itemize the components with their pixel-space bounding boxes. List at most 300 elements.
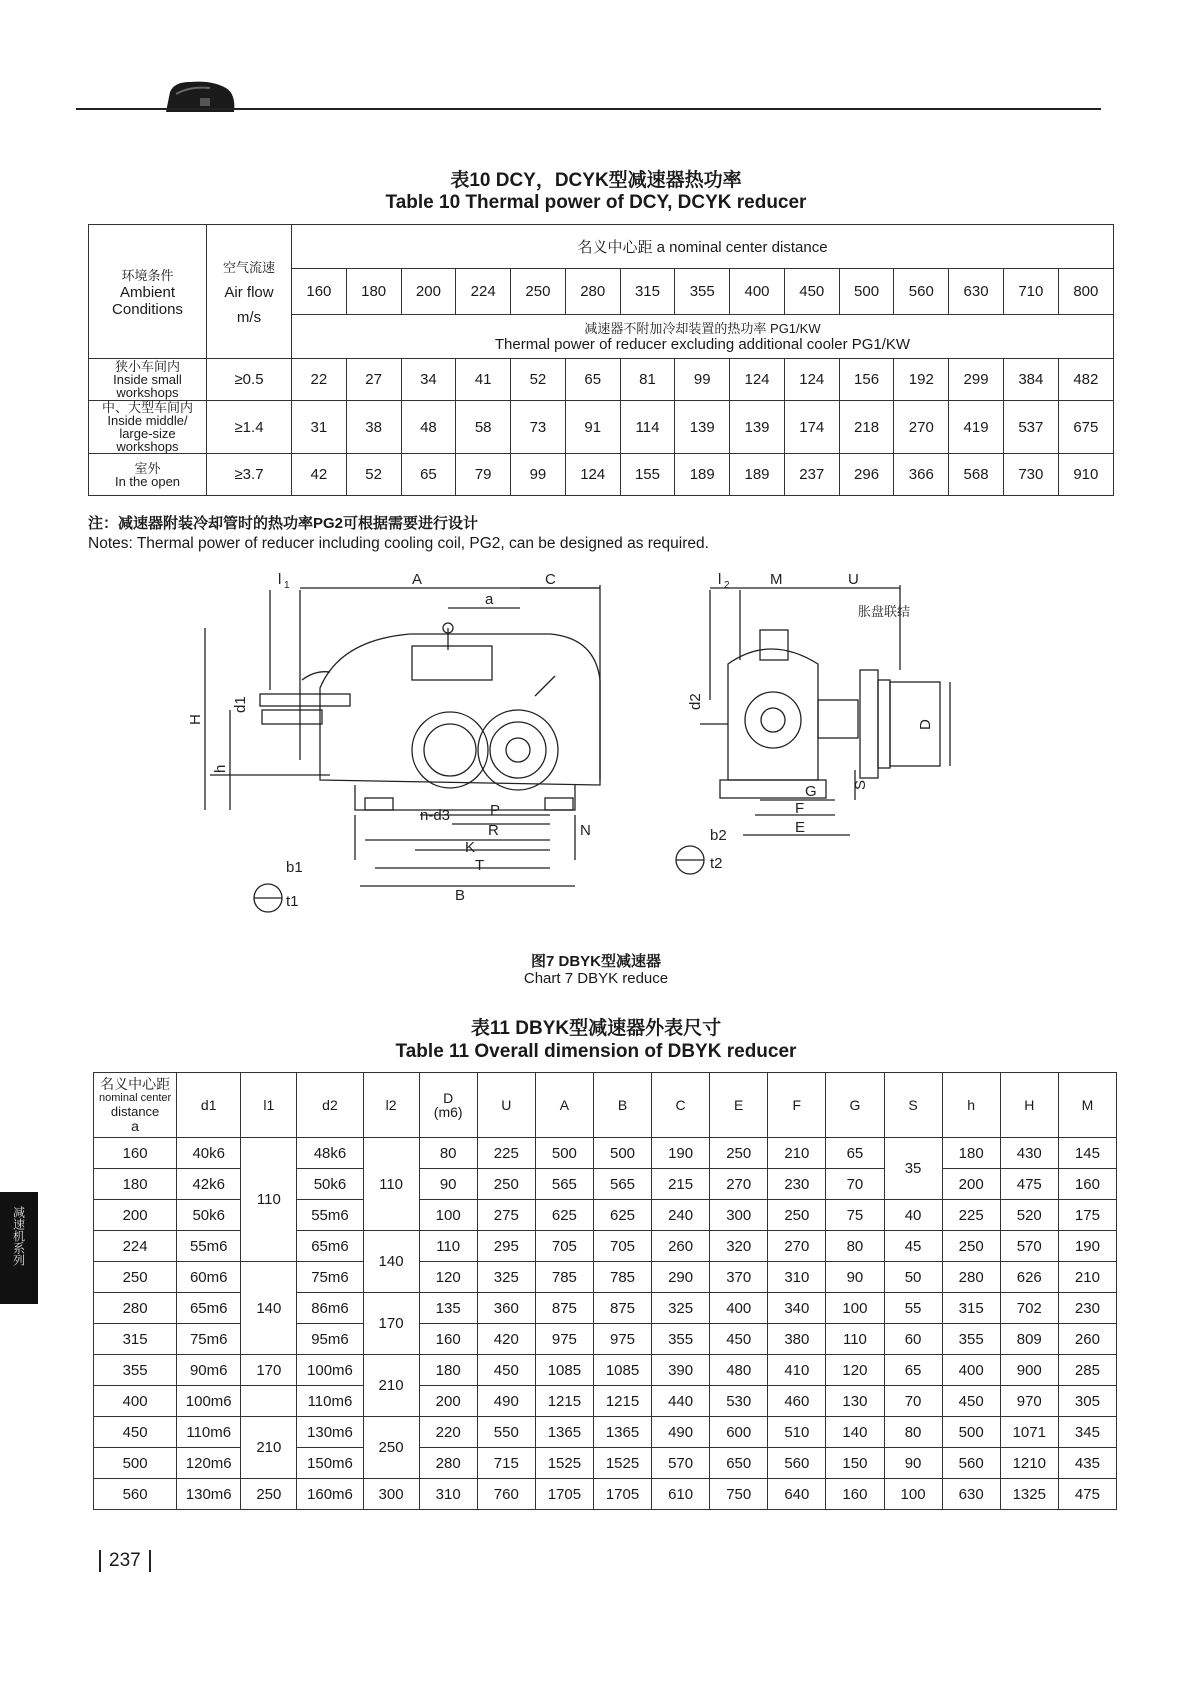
f-cell: 640 (768, 1479, 826, 1510)
header-c: C (652, 1073, 710, 1138)
svg-text:P: P (490, 802, 501, 819)
svg-text:a: a (485, 591, 494, 608)
h-cell: 630 (942, 1479, 1000, 1510)
center-distance-cell: 450 (784, 269, 839, 315)
u-cell: 760 (477, 1479, 535, 1510)
ambient-header-en2: Conditions (112, 301, 183, 318)
thermal-power-cell: 218 (839, 401, 894, 454)
thermal-power-cell: 419 (949, 401, 1004, 454)
d2-cell: 75m6 (297, 1262, 363, 1293)
thermal-power-cell: 675 (1058, 401, 1113, 454)
h-cell: 475 (1000, 1169, 1058, 1200)
d-cell: 80 (419, 1138, 477, 1169)
a-cell: 1365 (535, 1417, 593, 1448)
m-cell: 435 (1058, 1448, 1116, 1479)
c-cell: 390 (652, 1355, 710, 1386)
d-cell: 110 (419, 1231, 477, 1262)
header-s: S (884, 1073, 942, 1138)
center-distance-cell: 250 (511, 269, 566, 315)
header-a-en1: nominal center (99, 1092, 172, 1104)
u-cell: 490 (477, 1386, 535, 1417)
f-cell: 340 (768, 1293, 826, 1324)
d1-cell: 130m6 (177, 1479, 241, 1510)
m-cell: 210 (1058, 1262, 1116, 1293)
d1-cell: 90m6 (177, 1355, 241, 1386)
thermal-power-cell: 537 (1003, 401, 1058, 454)
thermal-power-cell: 27 (346, 359, 401, 401)
d2-cell: 55m6 (297, 1200, 363, 1231)
header-rule (76, 108, 1101, 110)
g-cell: 130 (826, 1386, 884, 1417)
g-cell: 110 (826, 1324, 884, 1355)
l2-cell: 110 (363, 1138, 419, 1231)
header-d-symbol: D (443, 1090, 454, 1106)
thermal-power-cell: 38 (346, 401, 401, 454)
dimension-row (94, 1386, 1117, 1417)
condition-label (89, 454, 207, 496)
f-cell: 210 (768, 1138, 826, 1169)
b-cell: 785 (593, 1262, 651, 1293)
b-cell: 1085 (593, 1355, 651, 1386)
h-cell: 1325 (1000, 1479, 1058, 1510)
e-cell: 650 (710, 1448, 768, 1479)
page-number (91, 1550, 159, 1572)
header-a-symbol: a (131, 1118, 139, 1134)
b-cell: 1215 (593, 1386, 651, 1417)
header-d (419, 1073, 477, 1138)
m-cell: 305 (1058, 1386, 1116, 1417)
header-a-cn: 名义中心距 (100, 1076, 171, 1092)
h-cell: 250 (942, 1231, 1000, 1262)
thermal-row (89, 359, 1114, 401)
e-cell: 370 (710, 1262, 768, 1293)
f-cell: 510 (768, 1417, 826, 1448)
g-cell: 90 (826, 1262, 884, 1293)
d1-cell: 120m6 (177, 1448, 241, 1479)
svg-text:1: 1 (284, 580, 290, 591)
center-distance-cell: 315 (94, 1324, 177, 1355)
center-distance-cell: 450 (94, 1417, 177, 1448)
table10-title-cn: 表10 DCY，DCYK型减速器热功率 (450, 170, 742, 191)
a-cell: 1085 (535, 1355, 593, 1386)
power-header (292, 315, 1114, 359)
page-number-text: 237 (109, 1550, 141, 1572)
airflow-header-cn: 空气流速 (222, 260, 275, 275)
ambient-header-en1: Ambient (119, 284, 176, 301)
d2-cell: 95m6 (297, 1324, 363, 1355)
f-cell: 560 (768, 1448, 826, 1479)
thermal-power-cell: 270 (894, 401, 949, 454)
u-cell: 420 (477, 1324, 535, 1355)
m-cell: 475 (1058, 1479, 1116, 1510)
header-f: F (768, 1073, 826, 1138)
h-cell: 400 (942, 1355, 1000, 1386)
thermal-power-cell: 91 (565, 401, 620, 454)
b-cell: 1705 (593, 1479, 651, 1510)
thermal-power-cell: 482 (1058, 359, 1113, 401)
a-cell: 705 (535, 1231, 593, 1262)
d1-cell: 65m6 (177, 1293, 241, 1324)
u-cell: 275 (477, 1200, 535, 1231)
ambient-header (89, 225, 207, 359)
d-cell: 220 (419, 1417, 477, 1448)
center-distance-cell: 630 (949, 269, 1004, 315)
a-cell: 975 (535, 1324, 593, 1355)
thermal-power-cell: 124 (784, 359, 839, 401)
e-cell: 450 (710, 1324, 768, 1355)
thermal-power-cell: 139 (730, 401, 785, 454)
airflow-header (207, 225, 292, 359)
s-cell: 90 (884, 1448, 942, 1479)
condition-label-en: Inside small workshops (113, 372, 182, 400)
center-distance-cell: 180 (94, 1169, 177, 1200)
thermal-power-cell: 384 (1003, 359, 1058, 401)
center-distance-cell: 400 (730, 269, 785, 315)
d2-cell: 48k6 (297, 1138, 363, 1169)
u-cell: 325 (477, 1262, 535, 1293)
u-cell: 550 (477, 1417, 535, 1448)
center-distance-cell: 180 (346, 269, 401, 315)
u-cell: 715 (477, 1448, 535, 1479)
e-cell: 300 (710, 1200, 768, 1231)
figure-caption-en: Chart 7 DBYK reduce (523, 970, 669, 987)
d2-cell: 86m6 (297, 1293, 363, 1324)
catalog-logo (160, 76, 240, 116)
l1-cell: 250 (241, 1479, 297, 1510)
airflow-cell: ≥0.5 (207, 359, 292, 401)
svg-text:D: D (917, 719, 934, 730)
d1-cell: 60m6 (177, 1262, 241, 1293)
f-cell: 460 (768, 1386, 826, 1417)
thermal-power-cell: 41 (456, 359, 511, 401)
svg-text:A: A (412, 571, 423, 588)
c-cell: 260 (652, 1231, 710, 1262)
d-cell: 310 (419, 1479, 477, 1510)
h-cell: 520 (1000, 1200, 1058, 1231)
h-cell: 626 (1000, 1262, 1058, 1293)
u-cell: 225 (477, 1138, 535, 1169)
m-cell: 145 (1058, 1138, 1116, 1169)
dimension-row (94, 1138, 1117, 1169)
h-cell: 702 (1000, 1293, 1058, 1324)
s-cell: 35 (884, 1138, 942, 1200)
thermal-power-cell: 910 (1058, 454, 1113, 496)
u-cell: 250 (477, 1169, 535, 1200)
l2-cell: 170 (363, 1293, 419, 1355)
thermal-power-cell: 124 (730, 359, 785, 401)
thermal-power-cell: 52 (346, 454, 401, 496)
thermal-power-cell: 189 (730, 454, 785, 496)
airflow-header-unit: m/s (236, 309, 262, 326)
svg-text:l: l (278, 571, 282, 588)
header-h: h (942, 1073, 1000, 1138)
d2-cell: 110m6 (297, 1386, 363, 1417)
svg-text:t1: t1 (286, 893, 299, 910)
thermal-power-cell: 114 (620, 401, 675, 454)
svg-text:t2: t2 (710, 855, 723, 872)
svg-text:U: U (848, 571, 859, 588)
svg-text:C: C (545, 571, 556, 588)
center-distance-cell: 200 (401, 269, 456, 315)
condition-label-cn: 中、大型车间内 (101, 400, 193, 415)
f-cell: 410 (768, 1355, 826, 1386)
dimension-row (94, 1355, 1117, 1386)
a-cell: 1705 (535, 1479, 593, 1510)
svg-text:E: E (795, 819, 806, 836)
c-cell: 355 (652, 1324, 710, 1355)
l2-cell: 210 (363, 1355, 419, 1417)
a-cell: 1525 (535, 1448, 593, 1479)
center-distance-cell: 560 (94, 1479, 177, 1510)
table11-title-en: Table 11 Overall dimension of DBYK reducer (395, 1041, 797, 1062)
side-tab-label: 减速机系列 (11, 1206, 26, 1266)
c-cell: 440 (652, 1386, 710, 1417)
thermal-power-cell: 192 (894, 359, 949, 401)
l1-cell (241, 1386, 297, 1417)
center-distance-cell: 710 (1003, 269, 1058, 315)
power-header-en: Thermal power of reducer excluding additional cooler PG1/KW (494, 335, 911, 353)
center-distance-cell: 160 (94, 1138, 177, 1169)
header-l2: l2 (363, 1073, 419, 1138)
thermal-power-cell: 52 (511, 359, 566, 401)
svg-text:K: K (465, 839, 476, 856)
s-cell: 45 (884, 1231, 942, 1262)
reducer-drawing (187, 571, 1030, 935)
h-cell: 200 (942, 1169, 1000, 1200)
c-cell: 490 (652, 1417, 710, 1448)
airflow-cell: ≥3.7 (207, 454, 292, 496)
a-cell: 500 (535, 1138, 593, 1169)
condition-label (89, 359, 207, 401)
l1-cell: 140 (241, 1262, 297, 1355)
a-cell: 785 (535, 1262, 593, 1293)
note-en: Notes: Thermal power of reducer including cooling coil, PG2, can be designed as required. (88, 535, 709, 552)
f-cell: 230 (768, 1169, 826, 1200)
b-cell: 1525 (593, 1448, 651, 1479)
thermal-power-cell: 99 (675, 359, 730, 401)
l1-cell: 210 (241, 1417, 297, 1479)
a-cell: 875 (535, 1293, 593, 1324)
front-view (205, 585, 600, 912)
d1-cell: 42k6 (177, 1169, 241, 1200)
s-cell: 65 (884, 1355, 942, 1386)
h-cell: 315 (942, 1293, 1000, 1324)
center-distance-cell: 500 (94, 1448, 177, 1479)
d2-cell: 100m6 (297, 1355, 363, 1386)
h-cell: 570 (1000, 1231, 1058, 1262)
a-cell: 565 (535, 1169, 593, 1200)
center-distance-cell: 250 (94, 1262, 177, 1293)
center-distance-cell: 355 (94, 1355, 177, 1386)
m-cell: 260 (1058, 1324, 1116, 1355)
m-cell: 285 (1058, 1355, 1116, 1386)
c-cell: 570 (652, 1448, 710, 1479)
header-g: G (826, 1073, 884, 1138)
h-cell: 355 (942, 1324, 1000, 1355)
header-b: B (593, 1073, 651, 1138)
thermal-power-cell: 65 (565, 359, 620, 401)
d-cell: 160 (419, 1324, 477, 1355)
figure-caption-cn: 图7 DBYK型减速器 (530, 953, 661, 970)
condition-label (89, 401, 207, 454)
table11-title-cn: 表11 DBYK型减速器外表尺寸 (470, 1018, 722, 1039)
f-cell: 380 (768, 1324, 826, 1355)
coupling-label: 胀盘联结 (858, 604, 911, 619)
d2-cell: 160m6 (297, 1479, 363, 1510)
svg-text:S: S (852, 779, 869, 790)
thermal-power-cell: 124 (565, 454, 620, 496)
svg-text:h: h (212, 764, 229, 773)
power-header-cn: 减速器不附加冷却装置的热功率 PG1/KW (584, 320, 821, 336)
e-cell: 250 (710, 1138, 768, 1169)
thermal-power-cell: 366 (894, 454, 949, 496)
thermal-power-table (88, 224, 1114, 496)
center-distance-cell: 355 (675, 269, 730, 315)
h-cell: 809 (1000, 1324, 1058, 1355)
svg-text:b2: b2 (710, 827, 727, 844)
thermal-power-cell: 42 (292, 454, 347, 496)
thermal-power-cell: 730 (1003, 454, 1058, 496)
b-cell: 875 (593, 1293, 651, 1324)
h-cell: 180 (942, 1138, 1000, 1169)
svg-text:G: G (805, 783, 817, 800)
header-m: M (1058, 1073, 1116, 1138)
header-d-tolerance: (m6) (433, 1104, 463, 1120)
d-cell: 120 (419, 1262, 477, 1293)
svg-text:l: l (718, 571, 722, 588)
center-distance-cell: 800 (1058, 269, 1113, 315)
h-cell: 1210 (1000, 1448, 1058, 1479)
d1-cell: 50k6 (177, 1200, 241, 1231)
d2-cell: 130m6 (297, 1417, 363, 1448)
d1-cell: 55m6 (177, 1231, 241, 1262)
svg-text:F: F (795, 800, 805, 817)
svg-text:T: T (475, 857, 485, 874)
svg-text:M: M (770, 571, 783, 588)
b-cell: 705 (593, 1231, 651, 1262)
b-cell: 1365 (593, 1417, 651, 1448)
g-cell: 75 (826, 1200, 884, 1231)
u-cell: 360 (477, 1293, 535, 1324)
thermal-power-cell: 189 (675, 454, 730, 496)
d-cell: 180 (419, 1355, 477, 1386)
ambient-header-cn: 环境条件 (121, 268, 174, 283)
f-cell: 310 (768, 1262, 826, 1293)
d1-cell: 40k6 (177, 1138, 241, 1169)
header-u: U (477, 1073, 535, 1138)
l1-cell: 170 (241, 1355, 297, 1386)
center-distance-cell: 224 (94, 1231, 177, 1262)
thermal-power-cell: 22 (292, 359, 347, 401)
condition-label-en: In the open (114, 473, 181, 489)
center-distance-cell: 160 (292, 269, 347, 315)
g-cell: 80 (826, 1231, 884, 1262)
s-cell: 60 (884, 1324, 942, 1355)
d2-cell: 150m6 (297, 1448, 363, 1479)
header-d1: d1 (177, 1073, 241, 1138)
d-cell: 100 (419, 1200, 477, 1231)
thermal-power-cell: 99 (511, 454, 566, 496)
airflow-cell: ≥1.4 (207, 401, 292, 454)
c-cell: 240 (652, 1200, 710, 1231)
dimension-row (94, 1262, 1117, 1293)
l2-cell: 250 (363, 1417, 419, 1479)
header-a-en2: distance (110, 1104, 160, 1119)
table10-title-en: Table 10 Thermal power of DCY, DCYK reducer (385, 192, 807, 213)
condition-label-en: Inside middle/ large-size workshops (107, 413, 188, 454)
thermal-power-cell: 73 (511, 401, 566, 454)
svg-text:n-d3: n-d3 (420, 807, 451, 824)
center-distance-header: 名义中心距 a nominal center distance (292, 225, 1114, 269)
thermal-power-cell: 48 (401, 401, 456, 454)
s-cell: 100 (884, 1479, 942, 1510)
d1-cell: 100m6 (177, 1386, 241, 1417)
e-cell: 400 (710, 1293, 768, 1324)
svg-text:2: 2 (724, 580, 730, 591)
d-cell: 90 (419, 1169, 477, 1200)
e-cell: 480 (710, 1355, 768, 1386)
airflow-header-en: Air flow (224, 284, 274, 301)
thermal-power-cell: 299 (949, 359, 1004, 401)
dimension-table (93, 1072, 1117, 1510)
f-cell: 250 (768, 1200, 826, 1231)
g-cell: 100 (826, 1293, 884, 1324)
e-cell: 600 (710, 1417, 768, 1448)
d1-cell: 75m6 (177, 1324, 241, 1355)
svg-text:d1: d1 (232, 696, 249, 713)
l1-cell: 110 (241, 1138, 297, 1262)
c-cell: 610 (652, 1479, 710, 1510)
thermal-power-cell: 155 (620, 454, 675, 496)
b-cell: 500 (593, 1138, 651, 1169)
c-cell: 325 (652, 1293, 710, 1324)
l2-cell: 300 (363, 1479, 419, 1510)
g-cell: 120 (826, 1355, 884, 1386)
g-cell: 140 (826, 1417, 884, 1448)
condition-label-cn: 室外 (134, 460, 161, 476)
header-nominal-center (94, 1073, 177, 1138)
s-cell: 80 (884, 1417, 942, 1448)
d1-cell: 110m6 (177, 1417, 241, 1448)
svg-text:N: N (580, 822, 591, 839)
thermal-power-cell: 34 (401, 359, 456, 401)
h-cell: 1071 (1000, 1417, 1058, 1448)
e-cell: 750 (710, 1479, 768, 1510)
center-distance-cell: 280 (94, 1293, 177, 1324)
header-e: E (710, 1073, 768, 1138)
b-cell: 625 (593, 1200, 651, 1231)
h-cell: 970 (1000, 1386, 1058, 1417)
h-cell: 430 (1000, 1138, 1058, 1169)
center-distance-cell: 315 (620, 269, 675, 315)
h-cell: 225 (942, 1200, 1000, 1231)
m-cell: 175 (1058, 1200, 1116, 1231)
e-cell: 530 (710, 1386, 768, 1417)
m-cell: 345 (1058, 1417, 1116, 1448)
thermal-power-cell: 296 (839, 454, 894, 496)
svg-text:B: B (455, 887, 466, 904)
dimension-row (94, 1479, 1117, 1510)
center-distance-cell: 400 (94, 1386, 177, 1417)
s-cell: 50 (884, 1262, 942, 1293)
svg-text:d2: d2 (687, 693, 704, 710)
thermal-power-cell: 79 (456, 454, 511, 496)
d-cell: 280 (419, 1448, 477, 1479)
thermal-power-cell: 139 (675, 401, 730, 454)
b-cell: 565 (593, 1169, 651, 1200)
thermal-power-cell: 81 (620, 359, 675, 401)
d-cell: 135 (419, 1293, 477, 1324)
